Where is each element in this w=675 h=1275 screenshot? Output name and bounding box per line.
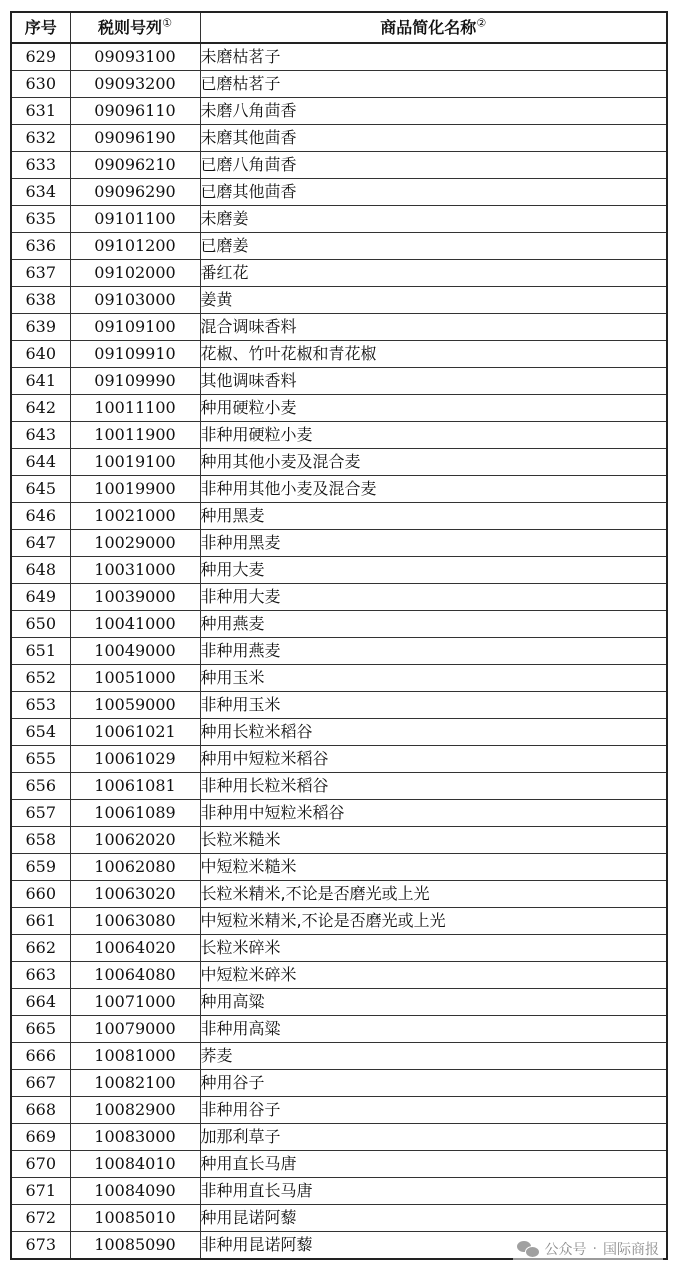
cell-code: 10021000: [70, 503, 200, 530]
cell-name: 非种用大麦: [200, 584, 667, 611]
table-row: [11, 557, 667, 584]
cell-seq: 650: [11, 611, 70, 638]
cell-name: 未磨枯茗子: [200, 43, 667, 71]
table-row: [11, 908, 667, 935]
table-row: [11, 1070, 667, 1097]
table-row: [11, 422, 667, 449]
cell-seq: 673: [11, 1232, 70, 1260]
cell-seq: 635: [11, 206, 70, 233]
cell-code: 10063020: [70, 881, 200, 908]
table-row: [11, 260, 667, 287]
cell-code: 09096290: [70, 179, 200, 206]
cell-name: 种用燕麦: [200, 611, 667, 638]
table-row: [11, 314, 667, 341]
cell-name: 中短粒米精米,不论是否磨光或上光: [200, 908, 667, 935]
table-row: [11, 233, 667, 260]
cell-name: 混合调味香料: [200, 314, 667, 341]
cell-seq: 657: [11, 800, 70, 827]
cell-code: 10084010: [70, 1151, 200, 1178]
table-row: [11, 935, 667, 962]
table-body: [11, 43, 667, 1259]
tariff-sheet: [10, 11, 666, 1260]
cell-code: 10029000: [70, 530, 200, 557]
cell-name: 种用直长马唐: [200, 1151, 667, 1178]
cell-code: 10011100: [70, 395, 200, 422]
cell-seq: 629: [11, 43, 70, 71]
cell-code: 10019100: [70, 449, 200, 476]
cell-name: 非种用谷子: [200, 1097, 667, 1124]
table-row: [11, 638, 667, 665]
cell-name: 未磨八角茴香: [200, 98, 667, 125]
cell-seq: 663: [11, 962, 70, 989]
cell-code: 09103000: [70, 287, 200, 314]
cell-code: 10041000: [70, 611, 200, 638]
table-row: [11, 692, 667, 719]
cell-name: 花椒、竹叶花椒和青花椒: [200, 341, 667, 368]
cell-seq: 639: [11, 314, 70, 341]
cell-code: 10061021: [70, 719, 200, 746]
header-code-footnote: ①: [162, 16, 172, 30]
cell-code: 10062020: [70, 827, 200, 854]
cell-code: 09102000: [70, 260, 200, 287]
cell-seq: 646: [11, 503, 70, 530]
cell-code: 10031000: [70, 557, 200, 584]
table-row: [11, 1151, 667, 1178]
cell-code: 10062080: [70, 854, 200, 881]
table-row: [11, 179, 667, 206]
cell-name: 非种用其他小麦及混合麦: [200, 476, 667, 503]
table-row: [11, 530, 667, 557]
cell-seq: 665: [11, 1016, 70, 1043]
cell-seq: 648: [11, 557, 70, 584]
cell-seq: 632: [11, 125, 70, 152]
cell-name: 种用高粱: [200, 989, 667, 1016]
cell-name: 非种用直长马唐: [200, 1178, 667, 1205]
header-seq-label: 序号: [24, 18, 57, 37]
table-row: [11, 827, 667, 854]
cell-code: 09096190: [70, 125, 200, 152]
cell-code: 09109100: [70, 314, 200, 341]
cell-name: 非种用燕麦: [200, 638, 667, 665]
table-row: [11, 989, 667, 1016]
cell-code: 10011900: [70, 422, 200, 449]
cell-seq: 642: [11, 395, 70, 422]
cell-name: 种用昆诺阿藜: [200, 1205, 667, 1232]
cell-name: 种用玉米: [200, 665, 667, 692]
table-row: [11, 449, 667, 476]
cell-seq: 644: [11, 449, 70, 476]
cell-name: 非种用硬粒小麦: [200, 422, 667, 449]
cell-code: 10083000: [70, 1124, 200, 1151]
cell-name: 种用中短粒米稻谷: [200, 746, 667, 773]
table-row: [11, 368, 667, 395]
cell-name: 荞麦: [200, 1043, 667, 1070]
header-seq: [11, 12, 70, 43]
table-row: [11, 854, 667, 881]
watermark-account: 国际商报: [603, 1242, 659, 1258]
cell-name: 非种用高粱: [200, 1016, 667, 1043]
cell-seq: 637: [11, 260, 70, 287]
cell-name: 其他调味香料: [200, 368, 667, 395]
cell-name: 种用大麦: [200, 557, 667, 584]
cell-seq: 655: [11, 746, 70, 773]
header-name-label: 商品简化名称: [380, 18, 477, 37]
cell-seq: 660: [11, 881, 70, 908]
watermark-label: 公众号: [544, 1242, 587, 1258]
cell-seq: 672: [11, 1205, 70, 1232]
cell-seq: 671: [11, 1178, 70, 1205]
cell-seq: 658: [11, 827, 70, 854]
cell-code: 10039000: [70, 584, 200, 611]
cell-code: 10061029: [70, 746, 200, 773]
cell-name: 已磨枯茗子: [200, 71, 667, 98]
cell-name: 加那利草子: [200, 1124, 667, 1151]
cell-name: 种用硬粒小麦: [200, 395, 667, 422]
header-name: [200, 12, 667, 43]
cell-seq: 668: [11, 1097, 70, 1124]
cell-seq: 662: [11, 935, 70, 962]
cell-name: 非种用昆诺阿藜: [200, 1232, 667, 1260]
cell-seq: 640: [11, 341, 70, 368]
cell-name: 姜黄: [200, 287, 667, 314]
table-row: [11, 206, 667, 233]
cell-name: 中短粒米糙米: [200, 854, 667, 881]
cell-seq: 659: [11, 854, 70, 881]
table-row: [11, 1043, 667, 1070]
cell-code: 10079000: [70, 1016, 200, 1043]
cell-name: 种用黑麦: [200, 503, 667, 530]
cell-name: 长粒米糙米: [200, 827, 667, 854]
table-row: [11, 152, 667, 179]
watermark: [513, 1237, 663, 1261]
table-row: [11, 1016, 667, 1043]
table-row: [11, 476, 667, 503]
cell-code: 10085090: [70, 1232, 200, 1260]
table-row: [11, 1097, 667, 1124]
cell-code: 09109910: [70, 341, 200, 368]
cell-name: 非种用中短粒米稻谷: [200, 800, 667, 827]
cell-seq: 643: [11, 422, 70, 449]
cell-seq: 667: [11, 1070, 70, 1097]
cell-name: 种用谷子: [200, 1070, 667, 1097]
table-row: [11, 1178, 667, 1205]
table-row: [11, 125, 667, 152]
cell-code: 09096210: [70, 152, 200, 179]
cell-code: 09101200: [70, 233, 200, 260]
cell-code: 10064020: [70, 935, 200, 962]
cell-seq: 664: [11, 989, 70, 1016]
cell-seq: 630: [11, 71, 70, 98]
cell-code: 10081000: [70, 1043, 200, 1070]
watermark-separator: ·: [592, 1241, 597, 1257]
table-row: [11, 800, 667, 827]
cell-code: 09101100: [70, 206, 200, 233]
header-code: [70, 12, 200, 43]
cell-seq: 653: [11, 692, 70, 719]
cell-code: 10049000: [70, 638, 200, 665]
table-row: [11, 584, 667, 611]
cell-name: 番红花: [200, 260, 667, 287]
cell-seq: 654: [11, 719, 70, 746]
table-row: [11, 881, 667, 908]
cell-name: 非种用黑麦: [200, 530, 667, 557]
table-row: [11, 1205, 667, 1232]
cell-name: 非种用玉米: [200, 692, 667, 719]
cell-code: 09093200: [70, 71, 200, 98]
table-row: [11, 665, 667, 692]
cell-seq: 636: [11, 233, 70, 260]
cell-seq: 656: [11, 773, 70, 800]
table-row: [11, 71, 667, 98]
cell-seq: 670: [11, 1151, 70, 1178]
cell-seq: 661: [11, 908, 70, 935]
cell-name: 种用其他小麦及混合麦: [200, 449, 667, 476]
cell-name: 未磨姜: [200, 206, 667, 233]
table-row: [11, 1124, 667, 1151]
wechat-icon: [517, 1240, 539, 1258]
table-row: [11, 611, 667, 638]
cell-name: 已磨姜: [200, 233, 667, 260]
cell-code: 10051000: [70, 665, 200, 692]
cell-seq: 649: [11, 584, 70, 611]
cell-name: 已磨其他茴香: [200, 179, 667, 206]
cell-code: 10059000: [70, 692, 200, 719]
cell-seq: 651: [11, 638, 70, 665]
cell-code: 09096110: [70, 98, 200, 125]
cell-name: 非种用长粒米稻谷: [200, 773, 667, 800]
cell-seq: 645: [11, 476, 70, 503]
header-code-label: 税则号列: [98, 18, 163, 37]
cell-seq: 638: [11, 287, 70, 314]
cell-name: 长粒米精米,不论是否磨光或上光: [200, 881, 667, 908]
cell-code: 10064080: [70, 962, 200, 989]
cell-code: 09109990: [70, 368, 200, 395]
header-name-footnote: ②: [476, 16, 487, 30]
cell-seq: 631: [11, 98, 70, 125]
header-row: [11, 12, 667, 43]
table-row: [11, 287, 667, 314]
cell-name: 中短粒米碎米: [200, 962, 667, 989]
cell-code: 09093100: [70, 43, 200, 71]
cell-seq: 641: [11, 368, 70, 395]
cell-code: 10082100: [70, 1070, 200, 1097]
cell-code: 10085010: [70, 1205, 200, 1232]
table-row: [11, 719, 667, 746]
cell-code: 10084090: [70, 1178, 200, 1205]
cell-code: 10019900: [70, 476, 200, 503]
table-row: [11, 773, 667, 800]
cell-seq: 666: [11, 1043, 70, 1070]
cell-code: 10061089: [70, 800, 200, 827]
table-row: [11, 43, 667, 71]
table-header: [11, 12, 667, 43]
table-row: [11, 746, 667, 773]
table-row: [11, 503, 667, 530]
cell-name: 长粒米碎米: [200, 935, 667, 962]
table-row: [11, 98, 667, 125]
cell-name: 未磨其他茴香: [200, 125, 667, 152]
cell-code: 10061081: [70, 773, 200, 800]
table-row: [11, 341, 667, 368]
cell-seq: 633: [11, 152, 70, 179]
cell-seq: 669: [11, 1124, 70, 1151]
cell-name: 已磨八角茴香: [200, 152, 667, 179]
cell-code: 10071000: [70, 989, 200, 1016]
table-row: [11, 962, 667, 989]
cell-code: 10082900: [70, 1097, 200, 1124]
cell-code: 10063080: [70, 908, 200, 935]
cell-seq: 647: [11, 530, 70, 557]
tariff-table: [10, 11, 668, 1260]
cell-name: 种用长粒米稻谷: [200, 719, 667, 746]
cell-seq: 634: [11, 179, 70, 206]
table-row: [11, 395, 667, 422]
cell-seq: 652: [11, 665, 70, 692]
